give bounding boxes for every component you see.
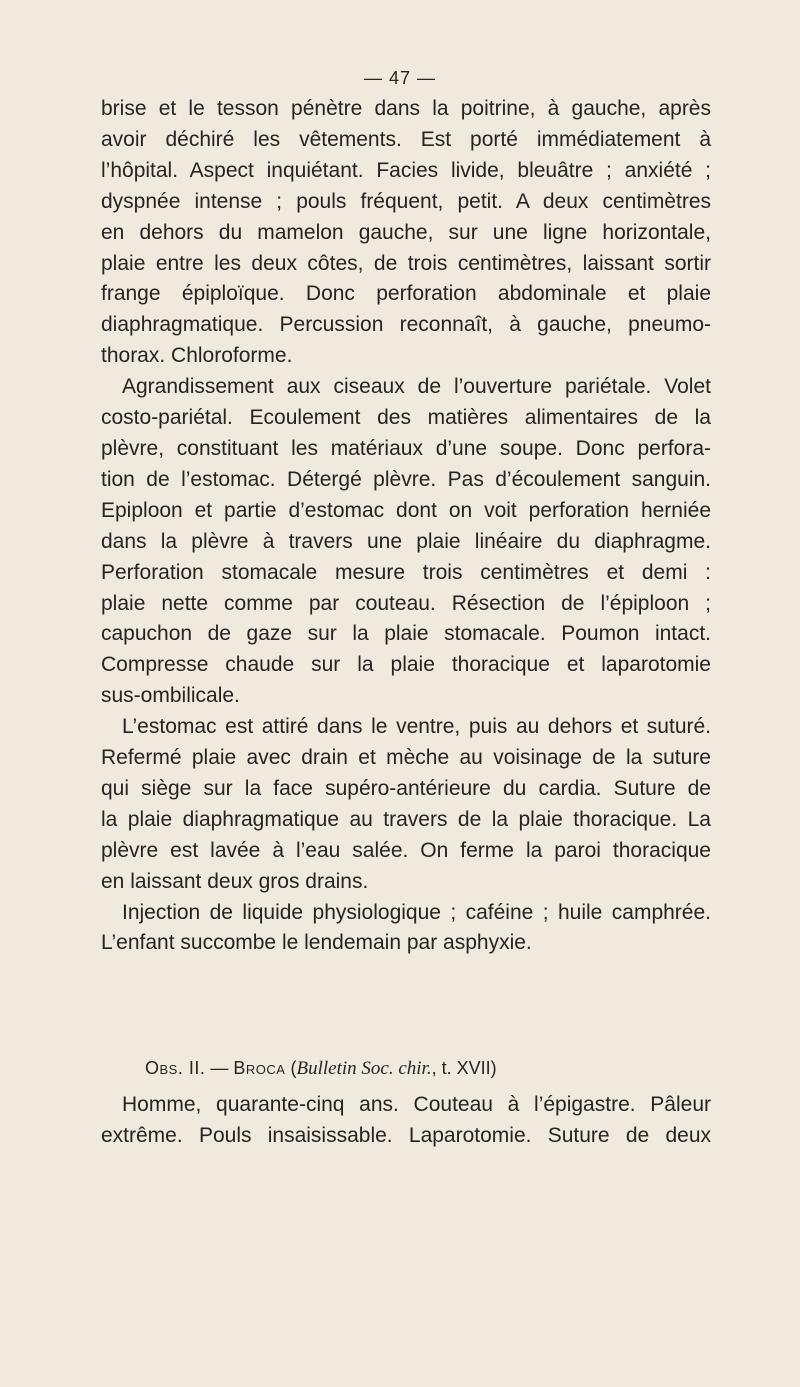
text-line: qui siège sur la face supéro-antérieure du cardia. Suture de [101, 776, 711, 800]
text-line: L’estomac est attiré dans le ventre, puis au dehors et suturé. [122, 715, 711, 739]
text-line: Agrandissement aux ciseaux de l’ouverture pariétale. Volet [122, 375, 711, 399]
text-line: Epiploon et partie d’estomac dont on voit perforation herniée [101, 498, 711, 522]
text-line: plaie entre les deux côtes, de trois centimètres, laissant sortir [101, 251, 711, 275]
page-number: — 47 — [363, 68, 437, 88]
text-line: dans la plèvre à travers une plaie linéaire du diaphragme. [101, 529, 711, 553]
text-line: Refermé plaie avec drain et mèche au voisinage de la suture [101, 746, 711, 770]
observation-text [101, 1090, 711, 1152]
text-line: la plaie diaphragmatique au travers de la plaie thoracique. La [101, 807, 711, 831]
text-line: costo-pariétal. Ecoulement des matières alimentaires de la [101, 406, 711, 430]
text-line: plaie nette comme par couteau. Résection de l’épiploon ; [101, 591, 711, 615]
observation-dash: — [210, 1058, 229, 1078]
text-line: plèvre, constituant les matériaux d’une soupe. Donc perfora- [101, 436, 711, 460]
text-line: tion de l’estomac. Détergé plèvre. Pas d’écoulement sanguin. [101, 467, 711, 491]
text-line: en laissant deux gros drains. [101, 869, 369, 893]
text-line: L’enfant succombe le lendemain par asphyxie. [101, 931, 532, 955]
text-line: Compresse chaude sur la plaie thoracique et laparotomie [101, 653, 711, 677]
text-line: Injection de liquide physiologique ; caféine ; huile camphrée. [122, 900, 711, 924]
observation-volume: , t. XVII) [431, 1058, 497, 1078]
text-line: l’hôpital. Aspect inquiétant. Facies livide, bleuâtre ; anxiété ; [101, 158, 711, 182]
observation-source: Bulletin Soc. chir. [296, 1058, 432, 1079]
text-line: Homme, quarante-cinq ans. Couteau à l’épigastre. Pâleur [122, 1093, 711, 1116]
text-line: sus-ombilicale. [101, 684, 240, 708]
text-line: dyspnée intense ; pouls fréquent, petit. A deux centimètres [101, 189, 711, 213]
text-line: frange épiploïque. Donc perforation abdominale et plaie [101, 282, 711, 306]
text-line: thorax. Chloroforme. [101, 344, 293, 368]
observation-open-paren: ( [290, 1058, 297, 1078]
text-line: Perforation stomacale mesure trois centimètres et demi : [101, 560, 711, 584]
text-line: plèvre est lavée à l’eau salée. On ferme la paroi thoracique [101, 838, 711, 862]
text-line: extrême. Pouls insaisissable. Laparotomie. Suture de deux [101, 1123, 711, 1147]
observation-label: Obs. II. [145, 1058, 206, 1078]
observation-heading [145, 1058, 497, 1080]
text-line: brise et le tesson pénètre dans la poitrine, à gauche, après [101, 97, 711, 120]
text-line: en dehors du mamelon gauche, sur une ligne horizontale, [101, 220, 711, 244]
text-line: capuchon de gaze sur la plaie stomacale. Poumon intact. [101, 622, 711, 646]
main-text [101, 94, 711, 959]
observation-author: Broca [233, 1058, 286, 1078]
text-line: avoir déchiré les vêtements. Est porté immédiatement à [101, 127, 711, 151]
text-line: diaphragmatique. Percussion reconnaît, à gauche, pneumo- [101, 313, 711, 337]
